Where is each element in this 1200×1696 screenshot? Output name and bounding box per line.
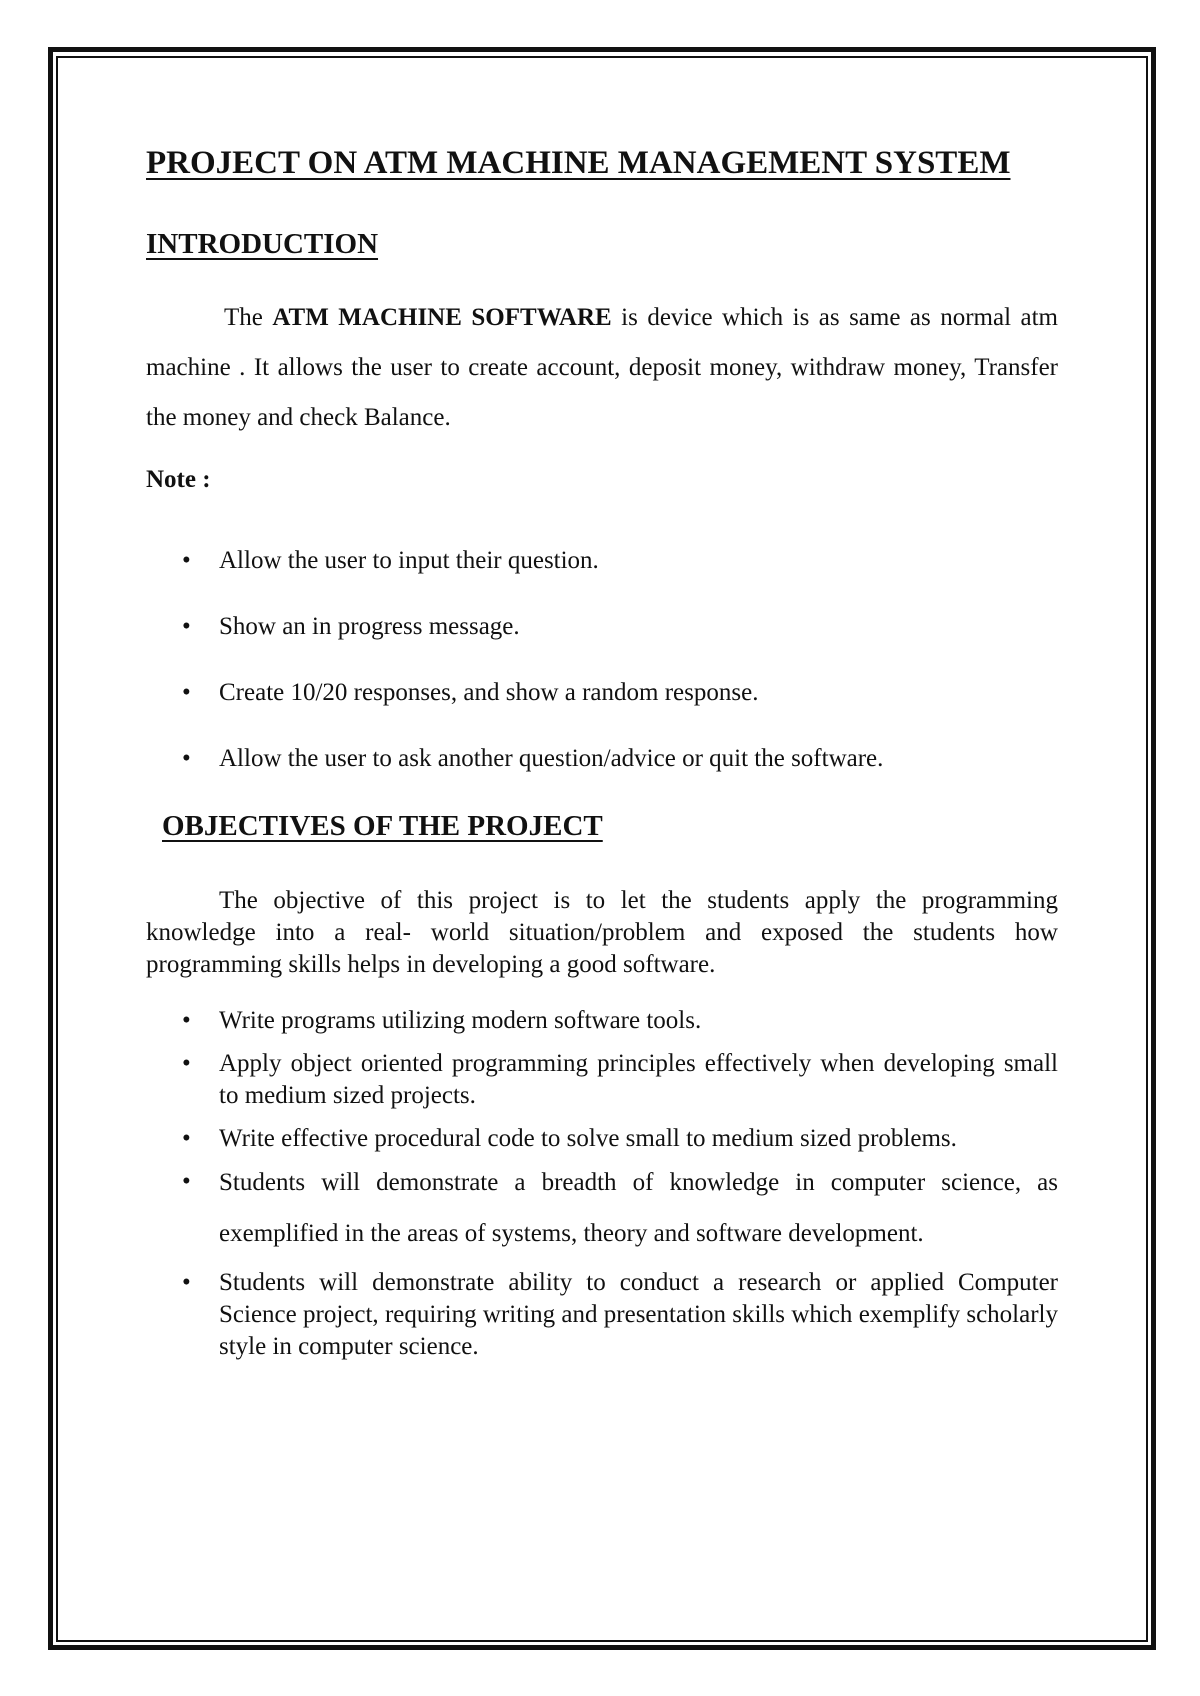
list-item [146,1123,1058,1155]
bullet-icon: • [182,1050,191,1077]
bullet-icon: • [182,745,191,772]
objectives-heading: OBJECTIVES OF THE PROJECT [162,810,603,842]
introduction-heading: INTRODUCTION [146,228,379,260]
introduction-paragraph [146,293,1058,443]
list-item [146,1267,1058,1363]
bullet-icon: • [182,679,191,706]
objectives-paragraph: The objective of this project is to let the students apply the programming knowledge into a real- world situation/problem and exposed the students how programming skills helps in developing a good software. [146,887,1058,978]
bullet-icon: • [182,547,191,574]
bullet-icon: • [182,1007,191,1034]
document-title: PROJECT ON ATM MACHINE MANAGEMENT SYSTEM [146,145,1011,181]
bullet-icon: • [182,1168,191,1195]
objective-item-text: Students will demonstrate ability to conduct a research or applied Computer Science project, requiring writing and presentation skills which exemplify scholarly style in computer science. [219,1269,1058,1360]
note-item-text: Show an in progress message. [219,613,520,640]
note-label: Note : [146,466,211,493]
bullet-icon: • [182,613,191,640]
objectives-list [146,1005,1058,1374]
note-item-text: Allow the user to input their question. [219,547,599,574]
bullet-icon: • [182,1125,191,1152]
intro-text-post: is device which is as same as normal atm machine . It allows the user to create account, deposit money, withdraw money, Transfer the money and check Balance. [146,304,1059,431]
list-item [146,1005,1058,1037]
intro-text-pre: The [224,304,273,331]
list-item [146,612,1058,678]
list-item [146,744,1058,810]
note-list [146,546,1058,810]
objective-item-text: Apply object oriented programming principles effectively when developing small to medium sized projects. [219,1050,1058,1109]
objective-item-text: Write effective procedural code to solve small to medium sized problems. [219,1125,957,1152]
note-item-text: Create 10/20 responses, and show a random response. [219,679,759,706]
bullet-icon: • [182,1269,191,1296]
intro-text-bold: ATM MACHINE SOFTWARE [272,304,612,331]
list-item [146,678,1058,744]
list-item [146,1048,1058,1112]
list-item [146,1157,1058,1259]
list-item [146,546,1058,612]
objective-item-text: Students will demonstrate a breadth of knowledge in computer science, as exemplified in the areas of systems, theory and software development. [219,1169,1058,1247]
note-item-text: Allow the user to ask another question/advice or quit the software. [219,745,884,772]
objective-item-text: Write programs utilizing modern software tools. [219,1007,702,1034]
